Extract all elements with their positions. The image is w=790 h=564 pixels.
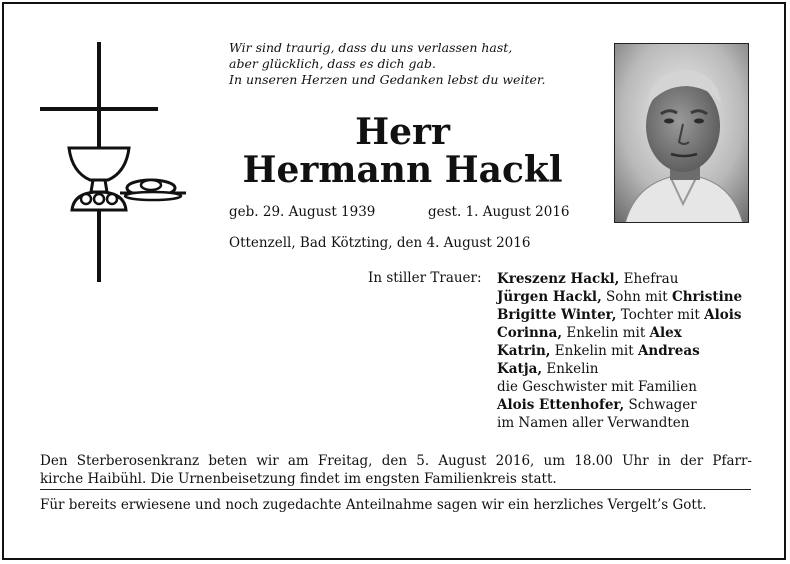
verse-line: In unseren Herzen und Gedanken lebst du weiter. <box>229 72 546 87</box>
verse-line: aber glücklich, dass es dich gab. <box>229 56 436 71</box>
cross-chalice-bread-icon <box>38 42 198 287</box>
mourner-relation: Enkelin <box>542 361 599 377</box>
mourner-line <box>497 360 767 378</box>
thanks-line: Für bereits erwiesene und noch zugedachte Anteilnahme sagen wir ein herzliches Vergelt’s Gott. <box>40 497 707 513</box>
birth-date: geb. 29. August 1939 <box>229 204 376 220</box>
mourner-relation: Tochter mit <box>616 307 705 323</box>
mourner-name: Brigitte Winter, <box>497 307 617 323</box>
mourner-line <box>497 306 767 324</box>
honorific: Herr <box>355 111 450 153</box>
portrait-photo <box>614 43 749 223</box>
mourners-list <box>497 270 767 432</box>
mourner-line <box>497 378 767 396</box>
mourner-name: Christine <box>671 289 743 305</box>
mourner-name: Alois Ettenhofer, <box>497 397 625 413</box>
deceased-title <box>215 113 590 189</box>
mourner-line <box>497 288 767 306</box>
mourner-line <box>497 396 767 414</box>
service-notice-line: Den Sterberosenkranz beten wir am Freitag, den 5. August 2016, um 18.00 Uhr in der Pfarr- <box>40 453 752 469</box>
divider <box>40 489 751 490</box>
mourner-line <box>497 342 767 360</box>
mourner-relation: Schwager <box>624 397 697 413</box>
mourner-name: Jürgen Hackl, <box>497 289 602 305</box>
death-date: gest. 1. August 2016 <box>428 204 570 220</box>
mourner-name: Andreas <box>637 343 700 359</box>
mourner-line <box>497 270 767 288</box>
mourner-name: Katja, <box>497 361 543 377</box>
mourner-name: Katrin, <box>497 343 551 359</box>
mourner-relation: Enkelin mit <box>550 343 638 359</box>
mourner-relation: Ehefrau <box>619 271 679 287</box>
mourner-line <box>497 414 767 432</box>
service-notice <box>40 452 752 488</box>
service-notice-line: kirche Haibühl. Die Urnenbeisetzung findet im engsten Familienkreis statt. <box>40 471 557 487</box>
mourner-name: Kreszenz Hackl, <box>497 271 620 287</box>
mourner-name: Corinna, <box>497 325 563 341</box>
verse-line: Wir sind traurig, dass du uns verlassen hast, <box>229 40 513 55</box>
deceased-name: Hermann Hackl <box>242 149 563 191</box>
place-and-date: Ottenzell, Bad Kötzting, den 4. August 2016 <box>229 235 531 251</box>
mourner-relation: im Namen aller Verwandten <box>497 415 690 431</box>
life-dates <box>229 204 570 220</box>
mourner-name: Alex <box>649 325 682 341</box>
mourner-relation: Sohn mit <box>601 289 672 305</box>
verse <box>229 40 609 88</box>
mourner-name: Alois <box>704 307 742 323</box>
mourner-relation: die Geschwister mit Familien <box>497 379 697 395</box>
mourner-relation: Enkelin mit <box>562 325 650 341</box>
mourner-line <box>497 324 767 342</box>
mourning-label: In stiller Trauer: <box>368 270 482 286</box>
